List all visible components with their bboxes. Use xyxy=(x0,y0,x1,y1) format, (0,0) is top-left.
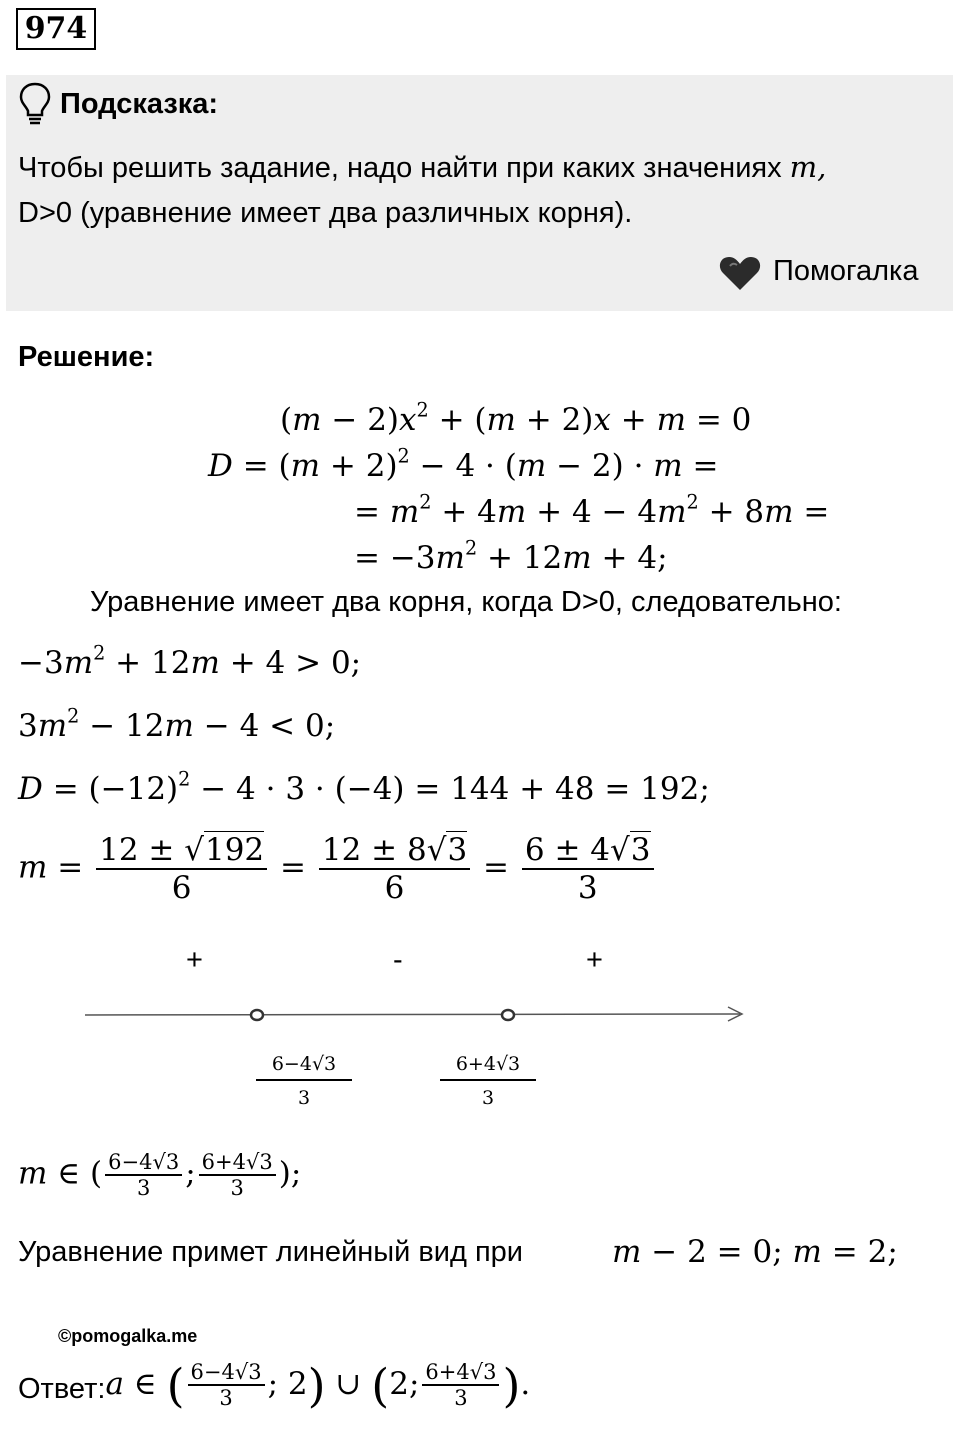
discriminant-line1: $D = (m + 2)^2 - 4 \cdot (m - 2) \cdot m$ = xyxy=(208,444,719,484)
hint-title: Подсказка: xyxy=(60,88,219,120)
root-point-1 xyxy=(251,1010,263,1020)
sign-interval-1: + xyxy=(186,944,203,976)
root-point-2 xyxy=(502,1010,514,1020)
linear-case-text: Уравнение примет линейный вид при xyxy=(18,1236,523,1268)
hint-text-var: m, xyxy=(789,150,827,184)
problem-number: 974 xyxy=(16,8,96,50)
discriminant-line3: = $-3m^2 + 12m + 4$; xyxy=(354,536,668,576)
sign-interval-2: - xyxy=(393,944,403,976)
root-label-2-den: 3 xyxy=(481,1087,495,1109)
root-label-1-num: 6−4√3 xyxy=(256,1053,352,1081)
heart-icon[interactable] xyxy=(718,254,762,292)
copyright: ©pomogalka.me xyxy=(58,1326,198,1346)
answer-line xyxy=(18,1358,530,1412)
sign-interval-3: + xyxy=(586,944,603,976)
inequality-1: $-3m^2 + 12m + 4 > 0$; xyxy=(18,641,362,681)
discriminant-line2: = $m^2 + 4m + 4 - 4m^2 + 8m$ = xyxy=(354,490,830,530)
solution-heading: Решение: xyxy=(18,341,155,373)
root-label-2-num: 6+4√3 xyxy=(440,1053,536,1081)
answer-label: Ответ: xyxy=(18,1372,106,1405)
hint-text-line2: D>0 (уравнение имеет два различных корня). xyxy=(18,197,633,229)
equation-original: $(m - 2)x^2 + (m + 2)x + m = 0$ xyxy=(280,398,752,438)
number-line xyxy=(80,1000,750,1030)
root-label-2 xyxy=(440,1053,536,1109)
roots-formula: m = $\frac{12 \pm √192}{6}$ = $\frac{12 \pm 8√3}{6}$ = $\frac{6 \pm 4√3}{3}$ xyxy=(18,832,657,906)
answer-expression: a ∈ ( $\frac{6-4√3}{3}$ ; 2) ∪ (2; $\frac{6+4√3}{3}$ ). xyxy=(105,1358,531,1412)
lightbulb-icon xyxy=(18,82,52,126)
two-roots-text: Уравнение имеет два корня, когда D>0, следовательно: xyxy=(90,586,842,618)
hint-text xyxy=(18,145,948,236)
pomogalka-link[interactable]: Помогалка xyxy=(773,255,919,287)
linear-case-equation: m − 2 = 0; m = 2; xyxy=(612,1234,898,1270)
root-label-1-den: 3 xyxy=(297,1087,311,1109)
root-label-1 xyxy=(256,1053,352,1109)
interval-result: m ∈ ( $\frac{6-4√3}{3}$ ; $\frac{6+4√3}{3}$ ); xyxy=(18,1150,302,1200)
inequality-2: $3m^2 - 12m - 4 < 0$; xyxy=(18,704,336,744)
hint-text-line1: Чтобы решить задание, надо найти при каких значениях xyxy=(18,152,782,184)
discriminant-2: $D = (-12)^2 - 4 \cdot 3 \cdot (-4) = 144 + 48 = 192$; xyxy=(18,767,710,807)
